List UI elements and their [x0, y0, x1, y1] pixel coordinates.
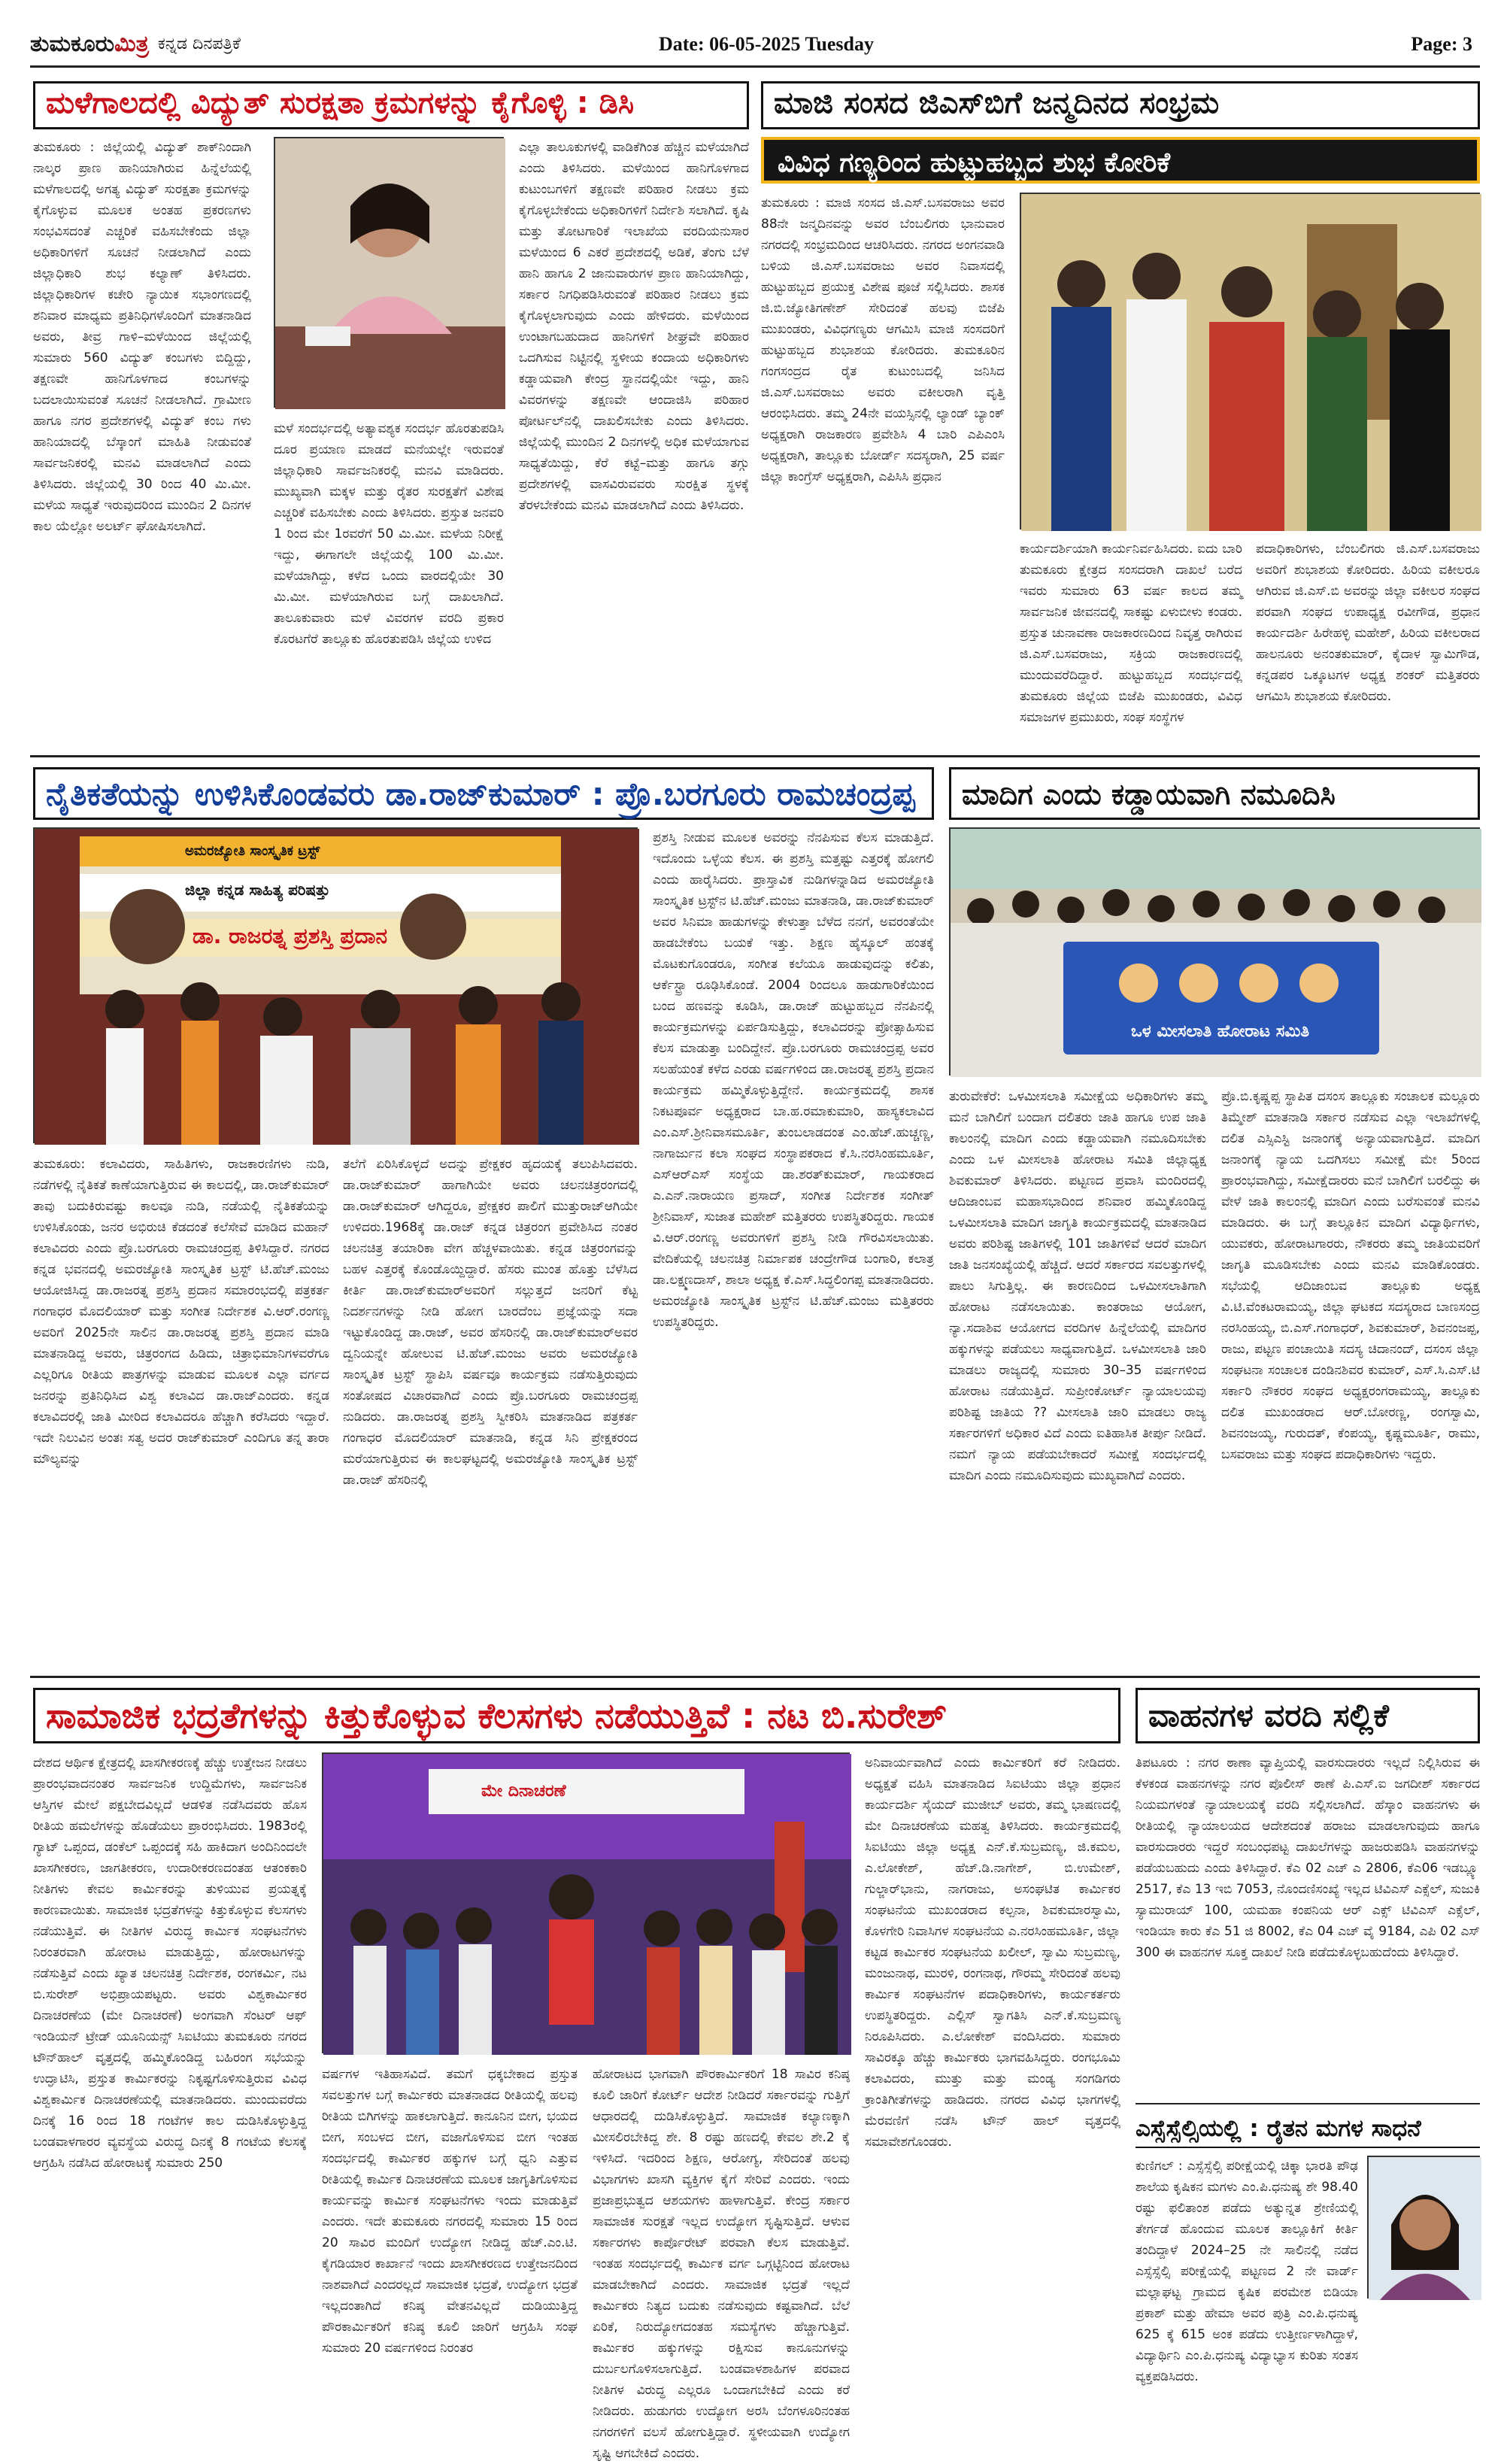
banner-ola-meesalati: ಒಳ ಮೀಸಲಾತಿ ಹೋರಾಟ ಸಮಿತಿ [1131, 1022, 1310, 1041]
article-gsb-col1: ತುಮಕೂರು : ಮಾಜಿ ಸಂಸದ ಜಿ.ಎಸ್.ಬಸವರಾಜು ಅವರ 88ನೇ ಜನ್ಮದಿನವನ್ನು ಅವರ ಬೆಂಬಲಿಗರು ಭಾನುವಾರ ನಗರದಲ್ಲಿ ಸಂಭ್ರಮದಿಂದ ಆಚರಿಸಿದರು. ನಗರದ ಅಂಗನವಾಡಿ ಬಳಿಯ ಜಿ.ಎಸ್.ಬಸವರಾಜು ಅವರ ನಿವಾಸದಲ್ಲಿ ಹುಟ್ಟುಹಬ್ಬದ ಪ್ರಯುಕ್ತ ವಿಶೇಷ ಪೂಜೆ ಸಲ್ಲಿಸಿದರು. ಶಾಸಕ ಜಿ.ಬಿ.ಜ್ಯೋತಿಗಣೇಶ್ ಸೇರಿದಂತೆ ಹಲವು ಬಿಜೆಪಿ ಮುಖಂಡರು, ವಿವಿಧಗಣ್ಯರು ಆಗಮಿಸಿ ಮಾಜಿ ಸಂಸದರಿಗೆ ಹುಟ್ಟುಹಬ್ಬದ ಶುಭಾಶಯ ಕೋರಿದರು. ತುಮಕೂರಿನ ಗಂಗಸಂದ್ರದ ರೈತ ಕುಟುಂಬದಲ್ಲಿ ಜನಿಸಿದ ಜಿ.ಎಸ್.ಬಸವರಾಜು ಅವರು ವಕೀಲರಾಗಿ ವೃತ್ತಿ ಆರಂಭಿಸಿದರು. ತಮ್ಮ 24ನೇ ವಯಸ್ಸಿನಲ್ಲಿ ಲ್ಯಾಂಡ್ ಬ್ಯಾಂಕ್ ಅಧ್ಯಕ್ಷರಾಗಿ ರಾಜಕಾರಣ ಪ್ರವೇಶಿಸಿ 4 ಬಾರಿ ಎಪಿಎಂಸಿ ಅಧ್ಯಕ್ಷರಾಗಿ, ತಾಲ್ಲೂಕು ಬೋರ್ಡ್ ಸದಸ್ಯರಾಗಿ, 25 ವರ್ಷ ಜಿಲ್ಲಾ ಕಾಂಗ್ರೆಸ್ ಅಧ್ಯಕ್ಷರಾಗಿ, ಎಪಿಸಿಸಿ ಪ್ರಧಾನ [761, 196, 1005, 484]
headline-madiga: ಮಾದಿಗ ಎಂದು ಕಡ್ಡಾಯವಾಗಿ ನಮೂದಿಸಿ [949, 767, 1480, 820]
page-number: Page: 3 [1411, 32, 1472, 55]
brand-logo [30, 31, 149, 57]
article-suresh-col1: ದೇಶದ ಆರ್ಥಿಕ ಕ್ಷೇತ್ರದಲ್ಲಿ ಖಾಸಗೀಕರಣಕ್ಕೆ ಹೆಚ್ಚು ಉತ್ತೇಜನ ನೀಡಲು ಪ್ರಾರಂಭವಾದನಂತರ ಸಾರ್ವಜನಿಕ ಉದ್ದಿಮೆಗಳು, ಸಾರ್ವಜನಿಕ ಆಸ್ತಿಗಳ ಮೇಲೆ ಪಕ್ಷಬೇದವಿಲ್ಲದೆ ಆಡಳಿತ ನಡೆಸಿದವರು ಹೊಸ ರೀತಿಯ ಹಮಲೆಗಳನ್ನು ಹೊಡೆಯಲು ಪ್ರಾರಂಭಿಸಿದರು. 1983ರಲ್ಲಿ ಗ್ಯಾಟ್ ಒಪ್ಪಂದ, ಡಂಕೆಲ್ ಒಪ್ಪಂದಕ್ಕೆ ಸಹಿ ಹಾಕಿದಾಗ ಅಂದಿನಿಂದಲೇ ಖಾಸಗೀಕರಣ, ಜಾಗತೀಕರಣ, ಉದಾರೀಕರಣದಂತಹ ಆತಂಕಕಾರಿ ನೀತಿಗಳು ಕೇವಲ ಕಾರ್ಮಿಕರನ್ನು ತುಳಿಯುವ ಪ್ರಯತ್ನಕ್ಕೆ ಕಾರಣವಾಯಿತು. ಸಾಮಾಜಿಕ ಭದ್ರತೆಗಳನ್ನು ಕಿತ್ತುಕೊಳ್ಳುವ ಕೆಲಸಗಳು ನಡೆಯುತ್ತಿವೆ. ಈ ನೀತಿಗಳ ವಿರುದ್ಧ ಕಾರ್ಮಿಕ ಸಂಘಟನೆಗಳು ನಿರಂತರವಾಗಿ ಹೋರಾಟ ಮಾಡುತ್ತಿದ್ದು, ಹೋರಾಟಗಳನ್ನು ನಡೆಸುತ್ತಿವೆ ಎಂದು ಖ್ಯಾತ ಚಲನಚಿತ್ರ ನಿರ್ದೇಶಕ, ರಂಗಕರ್ಮಿ, ನಟ ಬಿ.ಸುರೇಶ್ ಅಭಿಪ್ರಾಯಪಟ್ಟರು. ಅವರು ವಿಶ್ವಕಾರ್ಮಿಕರ ದಿನಾಚರಣೆಯ (ಮೇ ದಿನಾಚರಣೆ) ಅಂಗವಾಗಿ ಸೆಂಟರ್ ಆಫ್ ಇಂಡಿಯನ್ ಟ್ರೇಡ್ ಯೂನಿಯನ್ಸ್ ಸಿಐಟಿಯು ತುಮಕೂರು ನಗರದ ಟೌನ್‌ಹಾಲ್ ವೃತ್ತದಲ್ಲಿ ಹಮ್ಮಿಕೊಂಡಿದ್ದ ಬಹಿರಂಗ ಸಭೆಯನ್ನು ಉದ್ಘಾಟಿಸಿ, ಪ್ರಸ್ತುತ ಕಾರ್ಮಿಕರನ್ನು ನಿಕೃಷ್ಟಗೊಳಿಸುತ್ತಿರುವ ವಿವಿಧ ವಿಶ್ವಕಾರ್ಮಿಕ ದಿನಾಚರಣೆಯಲ್ಲಿ ಮಾತನಾಡಿದರು. ಮುಂದುವರೆದು ದಿನಕ್ಕೆ 16 ರಿಂದ 18 ಗಂಟೆಗಳ ಕಾಲ ದುಡಿಸಿಕೊಳ್ಳುತ್ತಿದ್ದ ಬಂಡವಾಳಗಾರರ ವ್ಯವಸ್ಥೆಯ ವಿರುದ್ಧ ದಿನಕ್ಕೆ 8 ಗಂಟೆಯ ಕೆಲಸಕ್ಕೆ ಆಗ್ರಹಿಸಿ ನಡೆಸಿದ ಹೋರಾಟಕ್ಕೆ ಸುಮಾರು 250 [33, 1755, 307, 2171]
brand-subtitle: ಕನ್ನಡ ದಿನಪತ್ರಿಕೆ [157, 35, 241, 53]
article-gsb-col2: ಕಾರ್ಯದರ್ಶಿಯಾಗಿ ಕಾರ್ಯನಿರ್ವಹಿಸಿದರು. ಐದು ಬಾರಿ ತುಮಕೂರು ಕ್ಷೇತ್ರದ ಸಂಸದರಾಗಿ ದಾಖಲೆ ಬರೆದ ಇವರು ಸುಮಾರು 63 ವರ್ಷ ಕಾಲದ ತಮ್ಮ ಸಾರ್ವಜನಿಕ ಜೀವನದಲ್ಲಿ ಸಾಕಷ್ಟು ಏಳುಬೀಳು ಕಂಡರು. ಪ್ರಸ್ತುತ ಚುನಾವಣಾ ರಾಜಕಾರಣದಿಂದ ನಿವೃತ್ತ ರಾಗಿರುವ ಜಿ.ಎಸ್.ಬಸವರಾಜು, ಸಕ್ರಿಯ ರಾಜಕಾರಣದಲ್ಲಿ ಮುಂದುವರೆದಿದ್ದಾರೆ. ಹುಟ್ಟುಹಬ್ಬದ ಸಂದರ್ಭದಲ್ಲಿ ತುಮಕೂರು ಜಿಲ್ಲೆಯ ಬಿಜೆಪಿ ಮುಖಂಡರು, ವಿವಿಧ ಸಮಾಜಗಳ ಪ್ರಮುಖರು, ಸಂಘ ಸಂಸ್ಥೆಗಳ [1020, 542, 1242, 725]
photo-gsb-celebration [1020, 193, 1480, 530]
article-suresh-col3: ಹೋರಾಟದ ಭಾಗವಾಗಿ ಪೌರಕಾರ್ಮಿಕರಿಗೆ 18 ಸಾವಿರ ಕನಿಷ್ಠ ಕೂಲಿ ಜಾರಿಗೆ ಕೋರ್ಟ್ ಆದೇಶ ನೀಡಿದರೆ ಸರ್ಕಾರವನ್ನು ಗುತ್ತಿಗೆ ಆಧಾರದಲ್ಲಿ ದುಡಿಸಿಕೊಳ್ಳುತ್ತಿದೆ. ಸಾಮಾಜಿಕ ಕಲ್ಯಾಣಕ್ಕಾಗಿ ಮೀಸಲಿರಬೇಕಿದ್ದ ಶೇ. 8 ರಷ್ಟು ಹಣದಲ್ಲಿ ಕೇವಲ ಶೇ.2 ಕ್ಕೆ ಇಳಿಸಿದೆ. ಇದರಿಂದ ಶಿಕ್ಷಣ, ಆರೋಗ್ಯ, ಸೇರಿದಂತೆ ಹಲವು ವಿಭಾಗಗಳು ಖಾಸಗಿ ವ್ಯಕ್ತಿಗಳ ಕೈಗೆ ಸೇರಿವೆ ಎಂದರು. ಇಂದು ಪ್ರಜಾಪ್ರಭುತ್ವದ ಆಶಯಗಳು ಹಾಳಾಗುತ್ತಿವೆ. ಕೇಂದ್ರ ಸರ್ಕಾರ ಸಾಮಾಜಿಕ ಸುರಕ್ಷತೆ ಇಲ್ಲದ ಉದ್ಯೋಗ ಸೃಷ್ಟಿಸುತ್ತಿದೆ. ಆಳುವ ಸರ್ಕಾರಗಳು ಕಾರ್ಪೊರೇಟ್ ಪರವಾಗಿ ಕೆಲಸ ಮಾಡುತ್ತಿವೆ. ಇಂತಹ ಸಂದರ್ಭದಲ್ಲಿ ಕಾರ್ಮಿಕ ವರ್ಗ ಒಗ್ಗಟ್ಟಿನಿಂದ ಹೋರಾಟ ಮಾಡಬೇಕಾಗಿದೆ ಎಂದರು. ಸಾಮಾಜಿಕ ಭದ್ರತೆ ಇಲ್ಲದೆ ಕಾರ್ಮಿಕರು ನಿತ್ಯದ ಬದುಕು ನಡೆಸುವುದು ಕಷ್ಟವಾಗಿದೆ. ಬೆಲೆ ಏರಿಕೆ, ನಿರುದ್ಯೋಗದಂತಹ ಸಮಸ್ಯೆಗಳು ಹೆಚ್ಚಾಗುತ್ತಿವೆ. ಕಾರ್ಮಿಕರ ಹಕ್ಕುಗಳನ್ನು ರಕ್ಷಿಸುವ ಕಾನೂನುಗಳನ್ನು ದುರ್ಬಲಗೊಳಿಸಲಾಗುತ್ತಿದೆ. ಬಂಡವಾಳಶಾಹಿಗಳ ಪರವಾದ ನೀತಿಗಳ ವಿರುದ್ಧ ಎಲ್ಲರೂ ಒಂದಾಗಬೇಕಿದೆ ಎಂದು ಕರೆ ನೀಡಿದರು. ಹುಡುಗರು ಉದ್ಯೋಗ ಅರಸಿ ಬೆಂಗಳೂರಿನಂತಹ ನಗರಗಳಿಗೆ ವಲಸೆ ಹೋಗುತ್ತಿದ್ದಾರೆ. ಸ್ಥಳೀಯವಾಗಿ ಉದ್ಯೋಗ ಸೃಷ್ಟಿ ಆಗಬೇಕಿದೆ ಎಂದರು. [593, 2067, 850, 2461]
article-madiga-col2: ಪ್ರೊ.ಬಿ.ಕೃಷ್ಣಪ್ಪ ಸ್ಥಾಪಿತ ದಸಂಸ ತಾಲ್ಲೂಕು ಸಂಚಾಲಕ ಮಲ್ಲೂರು ತಿಮ್ಮೇಶ್ ಮಾತನಾಡಿ ಸರ್ಕಾರ ನಡೆಸುವ ಎಲ್ಲಾ ಇಲಾಖೆಗಳಲ್ಲಿ ದಲಿತ ಎಸ್ಸಿಎಸ್ಟಿ ಜನಾಂಗಕ್ಕೆ ಅನ್ಯಾಯವಾಗುತ್ತಿದೆ. ಮಾದಿಗ ಜನಾಂಗಕ್ಕೆ ನ್ಯಾಯ ಒದಗಿಸಲು ಸಮೀಕ್ಷೆ ಮೇ 5ರಿಂದ ಪ್ರಾರಂಭವಾಗಿದ್ದು, ಸಮೀಕ್ಷೆದಾರರು ಮನೆ ಬಾಗಿಲಿಗೆ ಬರಲಿದ್ದು ಈ ವೇಳೆ ಜಾತಿ ಕಾಲಂನಲ್ಲಿ ಮಾದಿಗ ಎಂದು ಬರೆಸುವಂತೆ ಮನವಿ ಮಾಡಿದರು. ಈ ಬಗ್ಗೆ ತಾಲ್ಲೂಕಿನ ಮಾದಿಗ ವಿದ್ಯಾರ್ಥಿಗಳು, ಯುವಕರು, ಹೋರಾಟಗಾರರು, ನೌಕರರು ತಮ್ಮ ಜಾತಿಯವರಿಗೆ ಜಾಗೃತಿ ಮೂಡಿಸಬೇಕು ಎಂದು ಮನವಿ ಮಾಡಿಕೊಂಡರು. ಸಭೆಯಲ್ಲಿ ಆದಿಜಾಂಬವ ತಾಲ್ಲೂಕು ಅಧ್ಯಕ್ಷ ವಿ.ಟಿ.ವೆಂಕಟರಾಮಯ್ಯ, ಜಿಲ್ಲಾ ಘಟಕದ ಸದಸ್ಯರಾದ ಬಾಣಸಂದ್ರ ನರಸಿಂಹಯ್ಯ, ಬಿ.ಎಸ್.ಗಂಗಾಧರ್, ಶಿವಕುಮಾರ್, ಶಿವನಂಜಪ್ಪ, ರಾಜು, ಪಟ್ಟಣ ಪಂಚಾಯಿತಿ ಸದಸ್ಯ ಚಿದಾನಂದ್, ದಸಂಸ ಜಿಲ್ಲಾ ಸಂಘಟನಾ ಸಂಚಾಲಕ ದಂಡಿನಶಿವರ ಕುಮಾರ್, ಎಸ್.ಸಿ.ಎಸ್.ಟಿ ಸರ್ಕಾರಿ ನೌಕರರ ಸಂಘದ ಅಧ್ಯಕ್ಷರಂಗರಾಮಯ್ಯ, ತಾಲ್ಲೂಕು ದಲಿತ ಮುಖಂಡರಾದ ಆರ್.ಬೋರಣ್ಣ, ರಂಗಸ್ವಾಮಿ, ಶಿವನಂಜಯ್ಯ, ಗುರುದತ್, ಕೆಂಪಯ್ಯ, ಕೃಷ್ಣಮೂರ್ತಿ, ರಾಮು, ಬಸವರಾಜು ಮತ್ತು ಸಂಘದ ಪದಾಧಿಕಾರಿಗಳು ಇದ್ದರು. [1221, 1089, 1480, 1462]
banner-award-title: ಡಾ. ರಾಜರತ್ನ ಪ್ರಶಸ್ತಿ ಪ್ರದಾನ [193, 924, 388, 948]
article-rajkumar-col2: ತಲೆಗೆ ಏರಿಸಿಕೊಳ್ಳದೆ ಅದನ್ನು ಪ್ರೇಕ್ಷಕರ ಹೃದಯಕ್ಕೆ ತಲುಪಿಸಿದವರು. ಡಾ.ರಾಜ್‌ಕುಮಾರ್ ಹಾಗಾಗಿಯೇ ಅವರು ಚಲನಚಿತ್ರರಂಗದಲ್ಲಿ ಡಾ.ರಾಜ್‌ಕುಮಾರ್ ಆಗಿದ್ದರೂ, ಪ್ರೇಕ್ಷಕರ ಪಾಲಿಗೆ ಮುತ್ತುರಾಜ್‌ಆಗಿಯೇ ಉಳಿದರು.1968ಕ್ಕೆ ಡಾ.ರಾಜ್ ಕನ್ನಡ ಚಿತ್ರರಂಗ ಪ್ರವೇಶಿಸಿದ ನಂತರ ಚಲನಚಿತ್ರ ತಯಾರಿಕಾ ವೇಗ ಹೆಚ್ಚಳವಾಯಿತು. ಕನ್ನಡ ಚಿತ್ರರಂಗವನ್ನು ಬಹಳ ಎತ್ತರಕ್ಕೆ ಕೊಂಡೊಯ್ದಿದ್ದಾರೆ. ಹೆಸರು ಮುಂತ ಹೊತ್ತು ಬೆಳೆಸಿದ ಕೀರ್ತಿ ಡಾ.ರಾಜ್‌ಕುಮಾರ್‌ಅವರಿಗೆ ಸಲ್ಲುತ್ತದೆ ಜನರಿಗೆ ಕೆಟ್ಟ ನಿದರ್ಶನಗಳನ್ನು ನೀಡಿ ಹೋಗ ಬಾರದೆಂಬ ಪ್ರಜ್ಞೆಯನ್ನು ಸದಾ ಇಟ್ಟುಕೊಂಡಿದ್ದ ಡಾ.ರಾಜ್, ಅವರ ಹೆಸರಿನಲ್ಲಿ ಡಾ.ರಾಜ್‌ಕುಮಾರ್‌ಅವರ ದ್ವನಿಯನ್ನೇ ಹೋಲುವ ಟಿ.ಹೆಚ್.ಮಂಜು ಅವರು ಅಮರಜ್ಯೋತಿ ಸಾಂಸ್ಕೃತಿಕ ಟ್ರಸ್ಟ್ ಸ್ಥಾಪಿಸಿ ವರ್ಷವೂ ಕಾರ್ಯಕ್ರಮ ನಡೆಸುತ್ತಿರುವುದು ಸಂತೋಷದ ವಿಚಾರವಾಗಿದೆ ಎಂದು ಪ್ರೊ.ಬರಗೂರು ರಾಮಚಂದ್ರಪ್ಪ ನುಡಿದರು. ಡಾ.ರಾಜರತ್ನ ಪ್ರಶಸ್ತಿ ಸ್ವೀಕರಿಸಿ ಮಾತನಾಡಿದ ಪತ್ರಕರ್ತ ಗಂಗಾಧರ ಮೊದಲಿಯಾರ್ ಮಾತನಾಡಿ, ಕನ್ನಡ ಸಿನಿ ಪ್ರೇಕ್ಷಕರಂದ ಮರೆಯಾಗುತ್ತಿರುವ ಈ ಕಾಲಘಟ್ಟದಲ್ಲಿ ಅಮರಜ್ಯೋತಿ ಸಾಂಸ್ಕೃತಿಕ ಟ್ರಸ್ಟ್ ಡಾ.ರಾಜ್ ಹೆಸರಿನಲ್ಲಿ [343, 1157, 638, 1488]
article-sslc-col: ಕುಣಿಗಲ್ : ಎಸ್ಸೆಸ್ಸೆಲ್ಸಿ ಪರೀಕ್ಷೆಯಲ್ಲಿ ಚಿಕ್ಕಾ ಭಾರತಿ ಪೌಢ ಶಾಲೆಯ ಕೃಷಿಕನ ಮಗಳು ಎಂ.ಪಿ.ಧನುಷ್ಯ ಶೇ 98.40 ರಷ್ಟು ಫಲಿತಾಂಶ ಪಡೆದು ಅತ್ಯುನ್ನತ ಶ್ರೇಣಿಯಲ್ಲಿ ತೇರ್ಗಡೆ ಹೊಂದುವ ಮೂಲಕ ತಾಲ್ಲೂಕಿಗೆ ಕೀರ್ತಿ ತಂದಿದ್ದಾಳೆ 2024–25 ನೇ ಸಾಲಿನಲ್ಲಿ ನಡೆದ ಎಸ್ಸೆಸ್ಸೆಲ್ಸಿ ಪರೀಕ್ಷೆಯಲ್ಲಿ ಪಟ್ಟಣದ 2 ನೇ ವಾರ್ಡ್ ಮಲ್ಲಾಘಟ್ಟ ಗ್ರಾಮದ ಕೃಷಿಕ ಪರಮೇಶ ಬಿಡಿಯಾ ಪ್ರಕಾಶ್ ಮತ್ತು ಹೇಮಾ ಅವರ ಪುತ್ರಿ ಎಂ.ಪಿ.ಧನುಷ್ಯ 625 ಕ್ಕೆ 615 ಅಂಕ ಪಡೆದು ಉತ್ತೀರ್ಣಳಾಗಿದ್ದಾಳೆ, ವಿದ್ಯಾರ್ಥಿನಿ ಎಂ.ಪಿ.ಧನುಷ್ಯ ವಿದ್ಯಾಭ್ಯಾಸ ಕುರಿತು ಸಂತಸ ವ್ಯಕ್ತಪಡಿಸಿದರು. [1136, 2159, 1358, 2384]
brand-name-part1: ತುಮಕೂರು [30, 31, 115, 57]
group-illustration [1021, 194, 1481, 531]
banner-sahitya-parishat: ಜಿಲ್ಲಾ ಕನ್ನಡ ಸಾಹಿತ್ಯ ಪರಿಷತ್ತು [185, 881, 330, 899]
article-vehicles-col: ತಿಪಟೂರು : ನಗರ ಠಾಣಾ ವ್ಯಾಪ್ತಿಯಲ್ಲಿ ವಾರಸುದಾರರು ಇಲ್ಲದೆ ನಿಲ್ಲಿಸಿರುವ ಈ ಕೆಳಕಂಡ ವಾಹನಗಳನ್ನು ನಗರ ಪೊಲೀಸ್ ಠಾಣೆ ಪಿ.ಎಸ್.ಐ ಜಗದೀಶ್ ಸರ್ಕಾರದ ನಿಯಮಗಳಂತೆ ನ್ಯಾಯಾಲಯಕ್ಕೆ ವರದಿ ಸಲ್ಲಿಸಲಾಗಿದೆ. ಹೆಸ್ಕಾಂ ವಾಹನಗಳು ಈ ರೀತಿಯಲ್ಲಿ ನ್ಯಾಯಾಲಯದ ಆದೇಶದಂತೆ ಹರಾಜು ಮಾಡಲಾಗುವುದು ಹಾಗೂ ವಾರಸುದಾರರು ಇದ್ದರೆ ಸಂಬಂಧಪಟ್ಟ ದಾಖಲೆಗಳನ್ನು ಹಾಜರುಪಡಿಸಿ ವಾಹನಗಳನ್ನು ಪಡೆಯಬಹುದು ಎಂದು ತಿಳಿಸಿದ್ದಾರೆ. ಕೆಎ 02 ಎಚ್ ಎ 2806, ಕೆಎ06 ಇಡಬ್ಲ್ಯೂ 2517, ಕೆಎ 13 ಇಬಿ 7053, ನೊಂದಣಿಸಂಖ್ಯೆ ಇಲ್ಲದ ಟಿವಿಎಸ್ ಎಕ್ಸೆಲ್, ಸುಜುಕಿ ಸ್ಯಾಮುರಾಯ್ 100, ಯಮಹಾ ಕಂಪನಿಯ ಆರ್ ಎಕ್ಸ್ ಟಿವಿಎಸ್ ಎಕ್ಸೆಲ್, ಇಂಡಿಯಾ ಕಾರು ಕೆಎ 51 ಜಿ 8002, ಕೆಎ 04 ಎಚ್ ವೈ 9184, ಎಪಿ 02 ಎಸ್ 300 ಈ ವಾಹನಗಳ ಸೂಕ್ತ ದಾಖಲೆ ನೀಡಿ ಪಡೆದುಕೊಳ್ಳಬಹುದೆಂದು ತಿಳಿಸಿದ್ದಾರೆ. [1136, 1755, 1480, 1960]
brand-name-part2: ಮಿತ್ರ [114, 31, 149, 57]
headline-dr-rajkumar: ನೈತಿಕತೆಯನ್ನು ಉಳಿಸಿಕೊಂಡವರು ಡಾ.ರಾಜ್‌ಕುಮಾರ್ : ಪ್ರೊ.ಬರಗೂರು ರಾಮಚಂದ್ರಪ್ಪ [33, 767, 934, 820]
divider-vehicles-sslc [1136, 2103, 1480, 2104]
student-illustration [1369, 2157, 1481, 2300]
banner-may-day: ಮೇ ದಿನಾಚರಣೆ [481, 1782, 566, 1801]
article-electric-col2: ಮಳೆ ಸಂದರ್ಭದಲ್ಲಿ ಅತ್ಯಾವಶ್ಯಕ ಸಂದರ್ಭ ಹೊರತುಪಡಿಸಿ ದೂರ ಪ್ರಯಾಣ ಮಾಡದೆ ಮನೆಯಲ್ಲೇ ಇರುವಂತೆ ಜಿಲ್ಲಾಧಿಕಾರಿ ಸಾರ್ವಜನಿಕರಲ್ಲಿ ಮನವಿ ಮಾಡಿದರು. ಮುಖ್ಯವಾಗಿ ಮಕ್ಕಳ ಮತ್ತು ರೈತರ ಸುರಕ್ಷತೆಗೆ ವಿಶೇಷ ಎಚ್ಚರಿಕೆ ವಹಿಸಬೇಕು ಎಂದು ತಿಳಿಸಿದರು. ಪ್ರಸ್ತುತ ಜನವರಿ 1 ರಿಂದ ಮೇ 1ರವರೆಗೆ 50 ಮಿ.ಮೀ. ಮಳೆಯ ನಿರೀಕ್ಷೆ ಇದ್ದು, ಈಗಾಗಲೇ ಜಿಲ್ಲೆಯಲ್ಲಿ 100 ಮಿ.ಮೀ. ಮಳೆಯಾಗಿದ್ದು, ಕಳೆದ ಒಂದು ವಾರದಲ್ಲಿಯೇ 30 ಮಿ.ಮೀ. ಮಳೆಯಾಗಿರುವ ಬಗ್ಗೆ ದಾಖಲಾಗಿದೆ. ತಾಲೂಕುವಾರು ಮಳೆ ವಿವರಗಳ ವರದಿ ಪ್ರಕಾರ ಕೊರಟಗೆರೆ ತಾಲ್ಲೂಕು ಹೊರತುಪಡಿಸಿ ಜಿಲ್ಲೆಯ ಉಳಿದ [274, 421, 504, 647]
divider-row2 [30, 1676, 1480, 1678]
article-rajkumar-right-col: ಪ್ರಶಸ್ತಿ ನೀಡುವ ಮೂಲಕ ಅವರನ್ನು ನೆನಪಿಸುವ ಕೆಲಸ ಮಾಡುತ್ತಿದೆ. ಇದೊಂದು ಒಳ್ಳೆಯ ಕೆಲಸ. ಈ ಪ್ರಶಸ್ತಿ ಮತ್ತಷ್ಟು ಎತ್ತರಕ್ಕೆ ಹೋಗಲಿ ಎಂದು ಹಾರೈಸಿದರು. ಪ್ರಾಸ್ತಾವಿಕ ನುಡಿಗಳನ್ನಾಡಿದ ಅಮರಜ್ಯೋತಿ ಸಾಂಸ್ಕೃತಿಕ ಟ್ರಸ್ಟ್‌ನ ಟಿ.ಹೆಚ್.ಮಂಜು ಮಾತನಾಡಿ, ಡಾ.ರಾಜ್‌ಕುಮಾರ್ ಅವರ ಸಿನಿಮಾ ಹಾಡುಗಳನ್ನು ಕೇಳುತ್ತಾ ಬೆಳೆದ ನನಗೆ, ಅವರಂತೆಯೇ ಹಾಡಬೇಕೆಂಬ ಬಯಕೆ ಇತ್ತು. ಶಿಕ್ಷಣ ಹೈಸ್ಕೂಲ್ ಹಂತಕ್ಕೆ ಮೊಟಕುಗೊಂಡರೂ, ಸಂಗೀತ ಕಲೆಯೂ ಹಾಡುವುದನ್ನು ಕಲಿತು, ಆರ್ಕೆಸ್ಟ್ರಾ ರೂಢಿಸಿಕೊಂಡೆ. 2004 ರಿಂದಲೂ ಹಾಡುಗಾರಿಕೆಯಿಂದ ಬಂದ ಹಣವನ್ನು ಕೂಡಿಸಿ, ಡಾ.ರಾಜ್ ಹುಟ್ಟುಹಬ್ಬದ ನೆನಪಿನಲ್ಲಿ ಕಾರ್ಯಕ್ರಮಗಳನ್ನು ಏರ್ಪಡಿಸುತ್ತಿದ್ದು, ಕಲಾವಿದರನ್ನು ಪ್ರೋತ್ಸಾಹಿಸುವ ಕೆಲಸ ಮಾಡುತ್ತಾ ಬಂದಿದ್ದೇನೆ. ಪ್ರೊ.ಬರಗೂರು ರಾಮಚಂದ್ರಪ್ಪ ಅವರ ಸಲಹೆಯಂತೆ ಕಳೆದ ಎರಡು ವರ್ಷಗಳಿಂದ ಡಾ.ರಾಜರತ್ನ ಪ್ರಶಸ್ತಿ ಪ್ರದಾನ ಕಾರ್ಯಕ್ರಮ ಹಮ್ಮಿಕೊಳ್ಳುತ್ತಿದ್ದೇನೆ. ಕಾರ್ಯಕ್ರಮದಲ್ಲಿ ಶಾಸಕ ನಿಕಟಪೂರ್ವ ಅಧ್ಯಕ್ಷರಾದ ಬಾ.ಹ.ರಮಾಕುಮಾರಿ, ಹಾಸ್ಯಕಲಾವಿದ ಎಂ.ಎಸ್.ಶ್ರೀನಿವಾಸಮೂರ್ತಿ, ತುಂಬಲಾಡದಂತ ಎಂ.ಹೆಚ್.ಹುಚ್ಚಣ್ಣ, ನಾಗಾರ್ಜುನ ಕಲಾ ಸಂಘದ ಸಂಸ್ಥಾಪಕರಾದ ಕೆ.ಸಿ.ನರಸಿಂಹಮೂರ್ತಿ, ಎಸ್‌ಆರ್‌ಎಸ್ ಸಂಸ್ಥೆಯ ಡಾ.ಶರತ್‌ಕುಮಾರ್, ಗಾಯಕರಾದ ಎ.ಎನ್.ನಾರಾಯಣ ಪ್ರಸಾದ್, ಸಂಗೀತ ನಿರ್ದೇಶಕ ಸಂಗೀತ್ ಶ್ರೀನಿವಾಸ್, ಸುಜಾತ ಮಹೇಶ್ ಮತ್ತಿತರರು ಉಪಸ್ಥಿತರಿದ್ದರು. ಗಾಯಕ ವಿ.ಆರ್.ರಂಗಣ್ಣ ಅವರುಗಳಿಗೆ ಪ್ರಶಸ್ತಿ ನೀಡಿ ಗೌರವಿಸಲಾಯಿತು. ವೇದಿಕೆಯಲ್ಲಿ ಚಲನಚಿತ್ರ ನಿರ್ಮಾಪಕ ಚಂದ್ರೇಗೌಡ ಬಂಗಾರಿ, ಕಲಾತ್ರ ಡಾ.ಲಕ್ಷ್ಮಣದಾಸ್, ಶಾಲಾ ಅಧ್ಯಕ್ಷ ಕೆ.ಎಸ್.ಸಿದ್ಧಲಿಂಗಪ್ಪ ಮಾತನಾಡಿದರು. ಅಮರಜ್ಯೋತಿ ಸಾಂಸ್ಕೃತಿಕ ಟ್ರಸ್ಟ್‌ನ ಟಿ.ಹೆಚ್.ಮಂಜು ಮತ್ತಿತರರು ಉಪಸ್ಥಿತರಿದ್ದರು. [653, 830, 934, 1330]
masthead [30, 23, 1480, 68]
subhead-gsb-birthday: ವಿವಿಧ ಗಣ್ಯರಿಂದ ಹುಟ್ಟುಹಬ್ಬದ ಶುಭ ಕೋರಿಕೆ [761, 137, 1480, 184]
headline-gsb-birthday: ಮಾಜಿ ಸಂಸದ ಜಿಎಸ್‌ಬಿಗೆ ಜನ್ಮದಿನದ ಸಂಭ್ರಮ [761, 81, 1480, 129]
stage-illustration [35, 829, 639, 1145]
rally-illustration [323, 1754, 851, 2055]
article-rajkumar-col1: ತುಮಕೂರು: ಕಲಾವಿದರು, ಸಾಹಿತಿಗಳು, ರಾಜಕಾರಣಿಗಳು ನುಡಿ, ನಡೆಗಳಲ್ಲಿ ನೈತಿಕತೆ ಕಾಣೆಯಾಗುತ್ತಿರುವ ಈ ಕಾಲದಲ್ಲಿ, ಡಾ.ರಾಜ್‌ಕುಮಾರ್ ತಾವು ಬದುಕಿರುವಷ್ಟು ಕಾಲವೂ ನುಡಿ, ನಡೆಯಲ್ಲಿ ನೈತಿಕತೆಯನ್ನು ಉಳಿಸಿಕೊಂಡು, ಜನರ ಅಭಿರುಚಿ ಕೆಡದಂತೆ ಕಲೆಸೇವೆ ಮಾಡಿದ ಮಹಾನ್ ಕಲಾವಿದರು ಎಂದು ಪ್ರೊ.ಬರಗೂರು ರಾಮಚಂದ್ರಪ್ಪ ತಿಳಿಸಿದ್ದಾರೆ. ನಗರದ ಕನ್ನಡ ಭವನದಲ್ಲಿ ಅಮರಜ್ಯೋತಿ ಸಾಂಸ್ಕೃತಿಕ ಟ್ರಸ್ಟ್ ಟಿ.ಹೆಚ್.ಮಂಜು ಆಯೋಜಿಸಿದ್ದ ಡಾ.ರಾಜರತ್ನ ಪ್ರಶಸ್ತಿ ಪ್ರದಾನ ಸಮಾರಂಭದಲ್ಲಿ ಪತ್ರಕರ್ತ ಗಂಗಾಧರ ಮೊದಲಿಯಾರ್ ಮತ್ತು ಸಂಗೀತ ನಿರ್ದೇಶಕ ವಿ.ಆರ್.ರಂಗಣ್ಣ ಅವರಿಗೆ 2025ನೇ ಸಾಲಿನ ಡಾ.ರಾಜರತ್ನ ಪ್ರಶಸ್ತಿ ಪ್ರದಾನ ಮಾಡಿ ಮಾತನಾಡಿದ್ದ ಅವರು, ಚಿತ್ರರಂಗದ ಹಿಡಿದು, ಚಿತ್ರಾಭಿಮಾನಿಗಳವರೆಗೂ ಎಲ್ಲರಿಗೂ ರೀತಿಯ ಪಾತ್ರಗಳನ್ನು ಮಾಡುವ ಮೂಲಕ ಎಲ್ಲಾ ವರ್ಗದ ಜನರನ್ನು ಪ್ರತಿನಿಧಿಸಿದ ವಿಶ್ವ ಕಲಾವಿದ ಡಾ.ರಾಜ್‌ಎಂದರು. ಕನ್ನಡ ಕಲಾವಿದರಲ್ಲಿ ಜಾತಿ ಮೀರಿದ ಕಲಾವಿದರೂ ಹೆಚ್ಚಾಗಿ ಕರೆಸಿದರು ಇದ್ದಾರೆ. ಇದೇ ನಿಲುವಿನ ಅಂತಃ ಸತ್ವ ಅದರ ರಾಜ್‌ಕುಮಾರ್ ಎಂದಿಗೂ ತನ್ನ ತಾರಾ ಮೌಲ್ಯವನ್ನು [33, 1157, 329, 1467]
headline-sslc-farmer-daughter: ಎಸ್ಸೆಸ್ಸೆಲ್ಸಿಯಲ್ಲಿ : ರೈತನ ಮಗಳ ಸಾಧನೆ [1136, 2110, 1480, 2148]
banner-trust-name: ಅಮರಜ್ಯೋತಿ ಸಾಂಸ್ಕೃತಿಕ ಟ್ರಸ್ಟ್ [185, 843, 320, 859]
person-illustration [275, 138, 505, 409]
divider-row1 [30, 755, 1480, 757]
issue-date: Date: 06-05-2025 Tuesday [659, 32, 875, 55]
photo-may-day-rally [322, 1752, 850, 2053]
article-gsb-col3: ಪದಾಧಿಕಾರಿಗಳು, ಬೆಂಬಲಿಗರು ಜಿ.ಎಸ್.ಬಸವರಾಜು ಅವರಿಗೆ ಶುಭಾಶಯ ಕೋರಿದರು. ಹಿರಿಯ ವಕೀಲರೂ ಆಗಿರುವ ಜಿ.ಎಸ್.ಬಿ ಅವರನ್ನು ಜಿಲ್ಲಾ ವಕೀಲರ ಸಂಘದ ಪರವಾಗಿ ಸಂಘದ ಉಪಾಧ್ಯಕ್ಷ ರವೀಗೌಡ, ಪ್ರಧಾನ ಕಾರ್ಯದರ್ಶಿ ಹಿರೇಹಳ್ಳಿ ಮಹೇಶ್, ಹಿರಿಯ ವಕೀಲರಾದ ಹಾಲನೂರು ಅನಂತಕುಮಾರ್, ಕೈದಾಳ ಸ್ವಾಮಿಗೌಡ, ಕನ್ನಡಪರ ಒಕ್ಕೂಟಗಳ ಅಧ್ಯಕ್ಷ ಶಂಕರ್ ಮತ್ತಿತರರು ಆಗಮಿಸಿ ಶುಭಾಶಯ ಕೋರಿದರು. [1256, 542, 1480, 704]
article-suresh-col4: ಅನಿವಾರ್ಯವಾಗಿದೆ ಎಂದು ಕಾರ್ಮಿಕರಿಗೆ ಕರೆ ನೀಡಿದರು. ಅಧ್ಯಕ್ಷತೆ ವಹಿಸಿ ಮಾತನಾಡಿದ ಸಿಐಟಿಯು ಜಿಲ್ಲಾ ಪ್ರಧಾನ ಕಾರ್ಯದರ್ಶಿ ಸೈಯದ್ ಮುಜೀಬ್ ಅವರು, ತಮ್ಮ ಭಾಷಣದಲ್ಲಿ ಮೇ ದಿನಾಚರಣೆಯ ಮಹತ್ವ ತಿಳಿಸಿದರು. ಕಾರ್ಯಕ್ರಮದಲ್ಲಿ ಸಿಐಟಿಯು ಜಿಲ್ಲಾ ಅಧ್ಯಕ್ಷ ಎನ್.ಕೆ.ಸುಬ್ರಮಣ್ಯ, ಜಿ.ಕಮಲ, ಎ.ಲೋಕೇಶ್, ಹೆಚ್.ಡಿ.ನಾಗೇಶ್, ಬಿ.ಉಮೇಶ್, ಗುಲ್ಜಾರ್‌ಭಾನು, ನಾಗರಾಜು, ಅಸಂಘಟಿತ ಕಾರ್ಮಿಕರ ಸಂಘಟನೆಯ ಮುಖಂಡರಾದ ಕಲ್ಪನಾ, ಶಿವಕುಮಾರಸ್ವಾಮಿ, ಕೊಳಗೇರಿ ನಿವಾಸಿಗಳ ಸಂಘಟನೆಯ ಎ.ನರಸಿಂಹಮೂರ್ತಿ, ಜಿಲ್ಲಾ ಕಟ್ಟಡ ಕಾರ್ಮಿಕರ ಸಂಘಟನೆಯ ಖಲೀಲ್, ಸ್ವಾಮಿ ಸುಬ್ರಮಣ್ಯ, ಮಂಜುನಾಥ, ಮುರಳಿ, ರಂಗನಾಥ, ಗೌರಮ್ಮ ಸೇರಿದಂತೆ ಹಲವು ಕಾರ್ಮಿಕ ಸಂಘಟನೆಗಳ ಪದಾಧಿಕಾರಿಗಳು, ಕಾರ್ಯಕರ್ತರು ಉಪಸ್ಥಿತರಿದ್ದರು. ಎಲ್ಲಿಸ್ ಸ್ವಾಗತಿಸಿ ಎನ್.ಕೆ.ಸುಬ್ರಮಣ್ಯ ನಿರೂಪಿಸಿದರು. ಎ.ಲೋಕೇಶ್ ವಂದಿಸಿದರು. ಸುಮಾರು ಸಾವಿರಕ್ಕೂ ಹೆಚ್ಚು ಕಾರ್ಮಿಕರು ಭಾಗವಹಿಸಿದ್ದರು. ರಂಗಭೂಮಿ ಕಲಾವಿದರು, ಮುತ್ತು ಮತ್ತು ಮಂಡ್ಯ ಸಂಗಡಿಗರು ಕ್ರಾಂತಿಗೀತೆಗಳನ್ನು ಹಾಡಿದರು. ನಗರದ ವಿವಿಧ ಭಾಗಗಳಲ್ಲಿ ಮೆರವಣಿಗೆ ನಡೆಸಿ ಟೌನ್ ಹಾಲ್ ವೃತ್ತದಲ್ಲಿ ಸಮಾವೇಶಗೊಂಡರು. [865, 1755, 1120, 2150]
article-madiga-col1: ತುರುವೇಕೆರೆ: ಒಳಮೀಸಲಾತಿ ಸಮೀಕ್ಷೆಯ ಅಧಿಕಾರಿಗಳು ತಮ್ಮ ಮನೆ ಬಾಗಿಲಿಗೆ ಬಂದಾಗ ದಲಿತರು ಜಾತಿ ಹಾಗೂ ಉಪ ಜಾತಿ ಕಾಲಂನಲ್ಲಿ ಮಾದಿಗ ಎಂದು ಕಡ್ಡಾಯವಾಗಿ ನಮೂದಿಸಬೇಕು ಎಂದು ಒಳ ಮೀಸಲಾತಿ ಹೋರಾಟ ಸಮಿತಿ ಜಿಲ್ಲಾಧ್ಯಕ್ಷ ಶಿವಕುಮಾರ್ ತಿಳಿಸಿದರು. ಪಟ್ಟಣದ ಪ್ರವಾಸಿ ಮಂದಿರದಲ್ಲಿ ಆದಿಜಾಂಬವ ಮಹಾಸಭಾದಿಂದ ಶನಿವಾರ ಹಮ್ಮಿಕೊಂಡಿದ್ದ ಒಳಮೀಸಲಾತಿ ಮಾದಿಗ ಜಾಗೃತಿ ಕಾರ್ಯಕ್ರಮದಲ್ಲಿ ಮಾತನಾಡಿದ ಅವರು ಪರಿಶಿಷ್ಟ ಜಾತಿಗಳಲ್ಲಿ 101 ಜಾತಿಗಳಿವೆ ಆದರೆ ಮಾದಿಗ ಜಾತಿ ಜನಸಂಖ್ಯೆಯಲ್ಲಿ ಹೆಚ್ಚಿದೆ. ಆದರೆ ಸರ್ಕಾರದ ಸವಲತ್ತುಗಳಲ್ಲಿ ಪಾಲು ಸಿಗುತ್ತಿಲ್ಲ. ಈ ಕಾರಣದಿಂದ ಒಳಮೀಸಲಾತಿಗಾಗಿ ಹೋರಾಟ ನಡೆಸಲಾಯಿತು. ಕಾಂತರಾಜು ಆಯೋಗ, ನ್ಯಾ.ಸದಾಶಿವ ಆಯೋಗದ ವರದಿಗಳ ಹಿನ್ನೆಲೆಯಲ್ಲಿ ಮಾದಿಗರ ಹಕ್ಕುಗಳನ್ನು ಪಡೆಯಲು ಸಾಧ್ಯವಾಗುತ್ತಿದೆ. ಒಳಮೀಸಲಾತಿ ಜಾರಿ ಮಾಡಲು ರಾಜ್ಯದಲ್ಲಿ ಸುಮಾರು 30–35 ವರ್ಷಗಳಿಂದ ಹೋರಾಟ ನಡೆಯುತ್ತಿದೆ. ಸುಪ್ರೀಂಕೋರ್ಟ್ ನ್ಯಾಯಾಲಯವು ಪರಿಶಿಷ್ಟ ಜಾತಿಯ ?? ಮೀಸಲಾತಿ ಜಾರಿ ಮಾಡಲು ರಾಜ್ಯ ಸರ್ಕಾರಗಳಿಗೆ ಅಧಿಕಾರ ವಿದೆ ಎಂದು ಐತಿಹಾಸಿಕ ತೀರ್ಪು ನೀಡಿದೆ. ನಮಗೆ ನ್ಯಾಯ ಪಡೆಯಬೇಕಾದರೆ ಸಮೀಕ್ಷೆ ಸಂದರ್ಭದಲ್ಲಿ ಮಾದಿಗ ಎಂದು ನಮೂದಿಸುವುದು ಮುಖ್ಯವಾಗಿದೆ ಎಂದರು. [949, 1089, 1206, 1483]
headline-vehicles-report: ವಾಹನಗಳ ವರದಿ ಸಲ್ಲಿಕೆ [1136, 1688, 1480, 1743]
photo-student-dhanushya [1367, 2156, 1480, 2299]
headline-electric-safety: ಮಳೆಗಾಲದಲ್ಲಿ ವಿದ್ಯುತ್ ಸುರಕ್ಷತಾ ಕ್ರಮಗಳನ್ನು ಕೈಗೊಳ್ಳಿ : ಡಿಸಿ [33, 81, 749, 129]
article-suresh-col2: ವರ್ಷಗಳ ಇತಿಹಾಸವಿದೆ. ತಮಗೆ ಧಕ್ಕಬೇಕಾದ ಪ್ರಸ್ತುತ ಸವಲತ್ತುಗಳ ಬಗ್ಗೆ ಕಾರ್ಮಿಕರು ಮಾತನಾಡದ ರೀತಿಯಲ್ಲಿ ಹಲವು ರೀತಿಯ ಬಿಗಿಗಳನ್ನು ಹಾಕಲಾಗುತ್ತಿದೆ. ಕಾನೂನಿನ ಬೀಗ, ಭಯದ ಬೀಗ, ಸಂಬಳದ ಬೀಗ, ವಜಾಗೊಳಿಸುವ ಬೀಗ ಇಂತಹ ಸಂದರ್ಭದಲ್ಲಿ ಕಾರ್ಮಿಕರ ಹಕ್ಕುಗಳ ಬಗ್ಗೆ ಧ್ವನಿ ಎತ್ತುವ ರೀತಿಯಲ್ಲಿ ಕಾರ್ಮಿಕ ದಿನಾಚರಣೆಯ ಮೂಲಕ ಜಾಗೃತಿಗೊಳಿಸುವ ಕಾರ್ಯವನ್ನು ಕಾರ್ಮಿಕ ಸಂಘಟನೆಗಳು ಇಂದು ಮಾಡುತ್ತಿವೆ ಎಂದರು. ಇದೇ ತುಮಕೂರು ನಗರದಲ್ಲಿ ಸುಮಾರು 15 ರಿಂದ 20 ಸಾವಿರ ಮಂದಿಗೆ ಉದ್ಯೋಗ ನೀಡಿದ್ದ ಹೆಚ್.ಎಂ.ಟಿ. ಕೈಗಡಿಯಾರ ಕಾರ್ಖಾನೆ ಇಂದು ಖಾಸಗೀಕರಣದ ಉತ್ತೇಜನದಿಂದ ನಾಶವಾಗಿದೆ ಎಂದರಲ್ಲದೆ ಸಾಮಾಜಿಕ ಭದ್ರತೆ, ಉದ್ಯೋಗ ಭದ್ರತೆ ಇಲ್ಲದಂತಾಗಿದೆ ಕನಿಷ್ಠ ವೇತನವಿಲ್ಲದೆ ದುಡಿಯುತ್ತಿದ್ದ ಪೌರಕಾರ್ಮಿಕರಿಗೆ ಕನಿಷ್ಠ ಕೂಲಿ ಜಾರಿಗೆ ಆಗ್ರಹಿಸಿ ಸಂಘ ಸುಮಾರು 20 ವರ್ಷಗಳಿಂದ ನಿರಂತರ [322, 2067, 578, 2356]
headline-b-suresh: ಸಾಮಾಜಿಕ ಭದ್ರತೆಗಳನ್ನು ಕಿತ್ತುಕೊಳ್ಳುವ ಕೆಲಸಗಳು ನಡೆಯುತ್ತಿವೆ : ನಟ ಬಿ.ಸುರೇಶ್ [33, 1688, 1120, 1743]
article-electric-col1: ತುಮಕೂರು : ಜಿಲ್ಲೆಯಲ್ಲಿ ವಿದ್ಯುತ್ ಶಾಕ್‌ನಿಂದಾಗಿ ನಾಲ್ಕರ ಪ್ರಾಣ ಹಾನಿಯಾಗಿರುವ ಹಿನ್ನೆಲೆಯಲ್ಲಿ ಮಳೆಗಾಲದಲ್ಲಿ ಅಗತ್ಯ ವಿದ್ಯುತ್ ಸುರಕ್ಷತಾ ಕ್ರಮಗಳನ್ನು ಕೈಗೊಳ್ಳುವ ಮೂಲಕ ಅಂತಹ ಪ್ರಕರಣಗಳು ಸಂಭವಿಸದಂತೆ ಎಚ್ಚರಿಕೆ ವಹಿಸಬೇಕೆಂದು ಜಿಲ್ಲಾ ಅಧಿಕಾರಿಗಳಿಗೆ ಸೂಚನೆ ನೀಡಲಾಗಿದೆ ಎಂದು ಜಿಲ್ಲಾಧಿಕಾರಿ ಶುಭ ಕಲ್ಯಾಣ್ ತಿಳಿಸಿದರು. ಜಿಲ್ಲಾಧಿಕಾರಿಗಳ ಕಚೇರಿ ನ್ಯಾಯಿಕ ಸಭಾಂಗಣದಲ್ಲಿ ಶನಿವಾರ ಮಾಧ್ಯಮ ಪ್ರತಿನಿಧಿಗಳೊಂದಿಗೆ ಮಾತನಾಡಿದ ಅವರು, ತೀವ್ರ ಗಾಳಿ–ಮಳೆಯಿಂದ ಜಿಲ್ಲೆಯಲ್ಲಿ ಸುಮಾರು 560 ವಿದ್ಯುತ್ ಕಂಬಗಳು ಬಿದ್ದಿದ್ದು, ತಕ್ಷಣವೇ ಹಾನಿಗೊಳಗಾದ ಕಂಬಗಳನ್ನು ಬದಲಾಯಿಸುವಂತೆ ಸೂಚನೆ ನೀಡಲಾಗಿದೆ. ಗ್ರಾಮೀಣ ಹಾಗೂ ನಗರ ಪ್ರದೇಶಗಳಲ್ಲಿ ವಿದ್ಯುತ್ ಕಂಬ ಗಳು ಹಾನಿಯಾದಲ್ಲಿ ಬೆಸ್ಕಾಂಗೆ ಮಾಹಿತಿ ನೀಡುವಂತೆ ಸಾರ್ವಜನಿಕರಲ್ಲಿ ಮನವಿ ಮಾಡಲಾಗಿದೆ ಎಂದು ತಿಳಿಸಿದರು. ಜಿಲ್ಲೆಯಲ್ಲಿ 30 ರಿಂದ 40 ಮಿ.ಮೀ. ಮಳೆಯ ಸಾಧ್ಯತೆ ಇರುವುದರಿಂದ ಮುಂದಿನ 2 ದಿನಗಳ ಕಾಲ ಯೆಲ್ಲೋ ಅಲರ್ಟ್ ಘೋಷಿಸಲಾಗಿದೆ. [33, 140, 251, 534]
photo-award-ceremony [33, 827, 638, 1143]
photo-madiga-meeting [949, 827, 1480, 1076]
article-electric-col3: ಎಲ್ಲಾ ತಾಲೂಕುಗಳಲ್ಲಿ ವಾಡಿಕೆಗಿಂತ ಹೆಚ್ಚಿನ ಮಳೆಯಾಗಿದೆ ಎಂದು ತಿಳಿಸಿದರು. ಮಳೆಯಿಂದ ಹಾನಿಗೊಳಗಾದ ಕುಟುಂಬಗಳಿಗೆ ತಕ್ಷಣವೇ ಪರಿಹಾರ ನೀಡಲು ಕ್ರಮ ಕೈಗೊಳ್ಳಬೇಕೆಂದು ಅಧಿಕಾರಿಗಳಿಗೆ ನಿರ್ದೇಶಿ ಸಲಾಗಿದೆ. ಕೃಷಿ ಮತ್ತು ತೋಟಗಾರಿಕೆ ಇಲಾಖೆಯ ವರದಿಯನುಸಾರ ಮಳೆಯಿಂದ 6 ಎಕರೆ ಪ್ರದೇಶದಲ್ಲಿ ಅಡಿಕೆ, ತೆಂಗು ಬೆಳೆ ಹಾನಿ ಹಾಗೂ 2 ಜಾನುವಾರುಗಳ ಪ್ರಾಣ ಹಾನಿಯಾಗಿದ್ದು, ಸರ್ಕಾರ ನಿಗಧಿಪಡಿಸಿರುವಂತೆ ಪರಿಹಾರ ನೀಡಲು ಕ್ರಮ ಕೈಗೊಳ್ಳಲಾಗುವುದು ಎಂದು ಹೇಳಿದರು. ಮಳೆಯಿಂದ ಉಂಟಾಗಬಹುದಾದ ಹಾನಿಗಳಿಗೆ ಶೀಘ್ರವೇ ಪರಿಹಾರ ಒದಗಿಸುವ ನಿಟ್ಟಿನಲ್ಲಿ ಸ್ಥಳೀಯ ಕಂದಾಯ ಅಧಿಕಾರಿಗಳು ಕಡ್ಡಾಯವಾಗಿ ಕೇಂದ್ರ ಸ್ಥಾನದಲ್ಲಿಯೇ ಇದ್ದು, ಹಾನಿ ವಿವರಗಳನ್ನು ತಕ್ಷಣವೇ ಆಂದಾಜಿಸಿ ಪರಿಹಾರ ಪೋರ್ಟಲ್‌ನಲ್ಲಿ ದಾಖಲಿಸಬೇಕು ಎಂದು ತಿಳಿಸಿದರು. ಜಿಲ್ಲೆಯಲ್ಲಿ ಮುಂದಿನ 2 ದಿನಗಳಲ್ಲಿ ಅಧಿಕ ಮಳೆಯಾಗುವ ಸಾಧ್ಯತೆಯಿದ್ದು, ಕೆರೆ ಕಟ್ಟೆ–ಮತ್ತು ಹಾಗೂ ತಗ್ಗು ಪ್ರದೇಶಗಳಲ್ಲಿ ವಾಸವಿರುವವರು ಸುರಕ್ಷಿತ ಸ್ಥಳಕ್ಕೆ ತೆರಳಬೇಕೆಂದು ಮನವಿ ಮಾಡಲಾಗಿದೆ ಎಂದು ತಿಳಿಸಿದರು. [519, 140, 749, 513]
photo-dc-meeting [274, 137, 504, 408]
